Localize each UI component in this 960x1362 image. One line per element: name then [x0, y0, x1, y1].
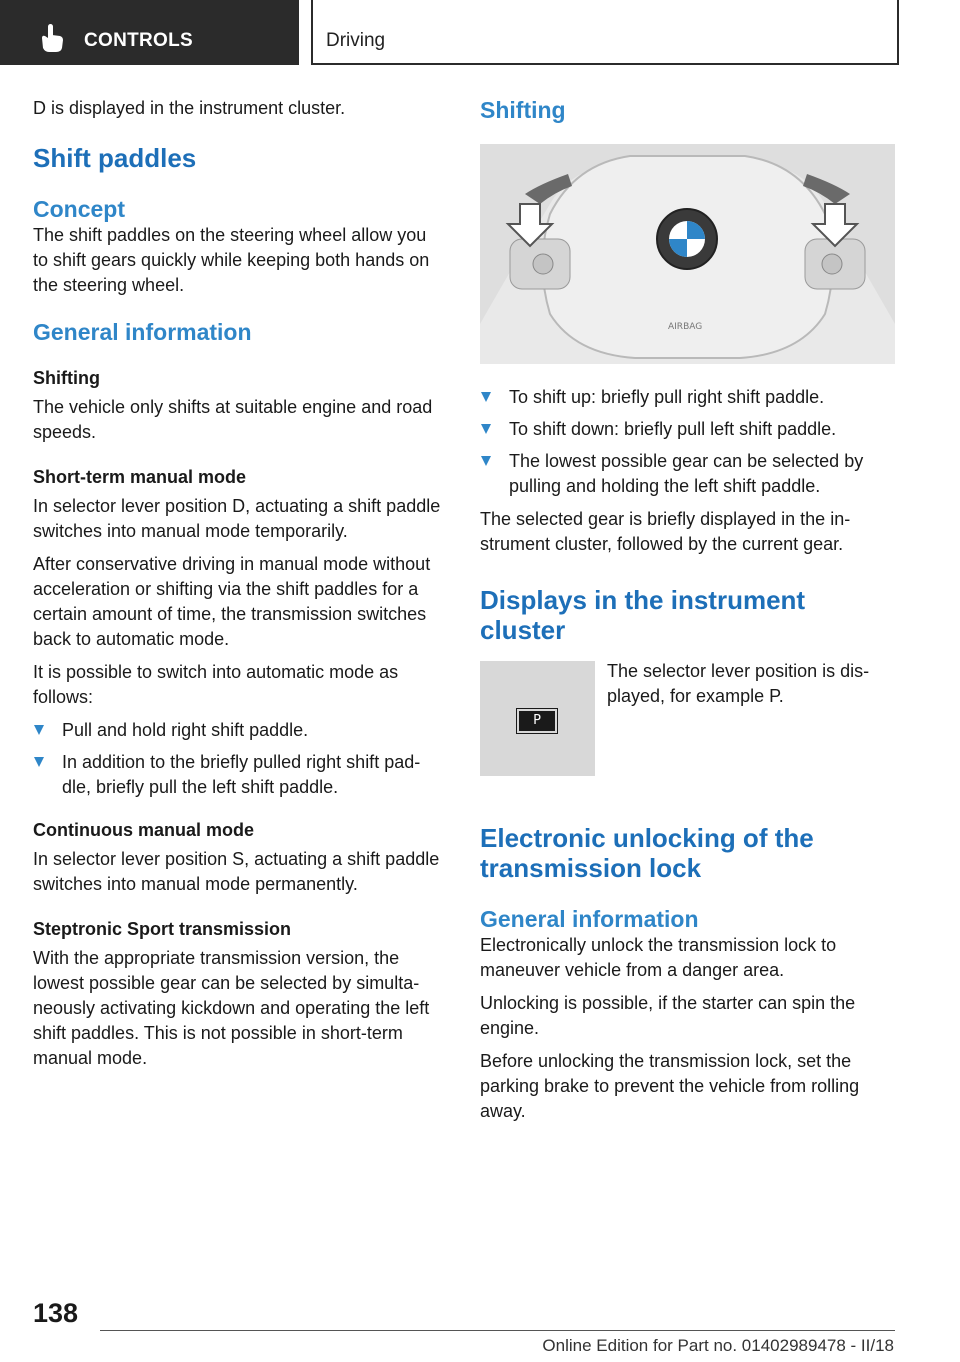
triangle-bullet-icon	[481, 392, 491, 402]
short-term-text: In selector lever position D, actuating a shift paddle switches into manual mode temporarily.	[33, 496, 441, 541]
triangle-bullet-icon	[34, 725, 44, 735]
shifting-heading: Shifting	[480, 97, 566, 123]
selector-symbol: P	[519, 711, 555, 731]
unlock-text-1: Electronically unlock the transmission lock to maneuver vehicle from a danger area.	[480, 935, 837, 980]
edition-footer: Online Edition for Part no. 01402989478 - II/18	[542, 1336, 894, 1355]
left-column	[33, 96, 443, 1079]
triangle-bullet-icon	[481, 456, 491, 466]
unlock-text-3: Before unlocking the transmission lock, set the parking brake to prevent the vehicle from rolling away.	[480, 1051, 860, 1121]
section-tab[interactable]	[0, 0, 299, 65]
intro-text: D is displayed in the instrument cluster.	[33, 98, 346, 118]
steptronic-text: With the appropriate transmission version, the lowest possible gear can be selected by simultaneously activating kickdown and operating the left shift paddles. This is not possible in short-term manual mode.	[33, 948, 430, 1068]
chapter-header	[311, 0, 899, 65]
right-column	[480, 96, 896, 1132]
unlock-general-heading: General information	[480, 906, 699, 932]
continuous-text: In selector lever position S, actuating a shift paddle switches into manual mode permanently.	[33, 849, 440, 894]
footer-divider	[100, 1330, 895, 1331]
concept-heading: Concept	[33, 196, 125, 222]
unlock-text-2: Unlocking is possible, if the starter can spin the engine.	[480, 993, 856, 1038]
continuous-heading: Continuous manual mode	[33, 820, 255, 840]
shift-list	[480, 385, 896, 499]
general-info-heading: General information	[33, 319, 252, 345]
instrument-cluster-display-image	[480, 661, 595, 776]
shifting-text: The vehicle only shifts at suitable engine and road speeds.	[33, 397, 433, 442]
display-row	[480, 659, 896, 777]
list-item: Pull and hold right shift paddle.	[33, 718, 443, 743]
list-item: The lowest possible gear can be selected by pulling and holding the left shift paddle.	[480, 449, 896, 499]
shift-paddles-heading: Shift paddles	[33, 143, 197, 173]
auto-mode-list	[33, 718, 443, 800]
display-text: The selector lever position is displayed, for example P.	[607, 661, 870, 706]
triangle-bullet-icon	[34, 757, 44, 767]
triangle-bullet-icon	[481, 424, 491, 434]
shifting-subheading: Shifting	[33, 368, 100, 388]
unlock-heading: Electronic unlocking of the transmission lock	[480, 823, 814, 883]
steering-wheel-image	[480, 144, 895, 364]
airbag-label: AIRBAG	[668, 322, 703, 332]
selected-gear-text: The selected gear is briefly displayed in the instrument cluster, followed by the current gear.	[480, 509, 851, 554]
displays-heading: Displays in the instrument cluster	[480, 585, 806, 645]
list-item: To shift down: briefly pull left shift paddle.	[480, 417, 896, 442]
chapter-title: Driving	[326, 30, 386, 51]
possible-text: It is possible to switch into automatic mode as follows:	[33, 662, 399, 707]
concept-text: The shift paddles on the steering wheel allow you to shift gears quickly while keeping both hands on the steering wheel.	[33, 225, 430, 295]
short-term-heading: Short-term manual mode	[33, 467, 247, 487]
after-text: After conservative driving in manual mode without acceleration or shifting via the shift paddles for a certain amount of time, the transmission switches back to automatic mode.	[33, 554, 431, 649]
hand-pointer-icon	[40, 24, 64, 52]
list-item: In addition to the briefly pulled right shift paddle, briefly pull the left shift paddle.	[33, 750, 443, 800]
page-number: 138	[33, 1298, 79, 1328]
steptronic-heading: Steptronic Sport transmission	[33, 919, 292, 939]
section-tab-label: CONTROLS	[84, 30, 194, 51]
list-item: To shift up: briefly pull right shift paddle.	[480, 385, 896, 410]
